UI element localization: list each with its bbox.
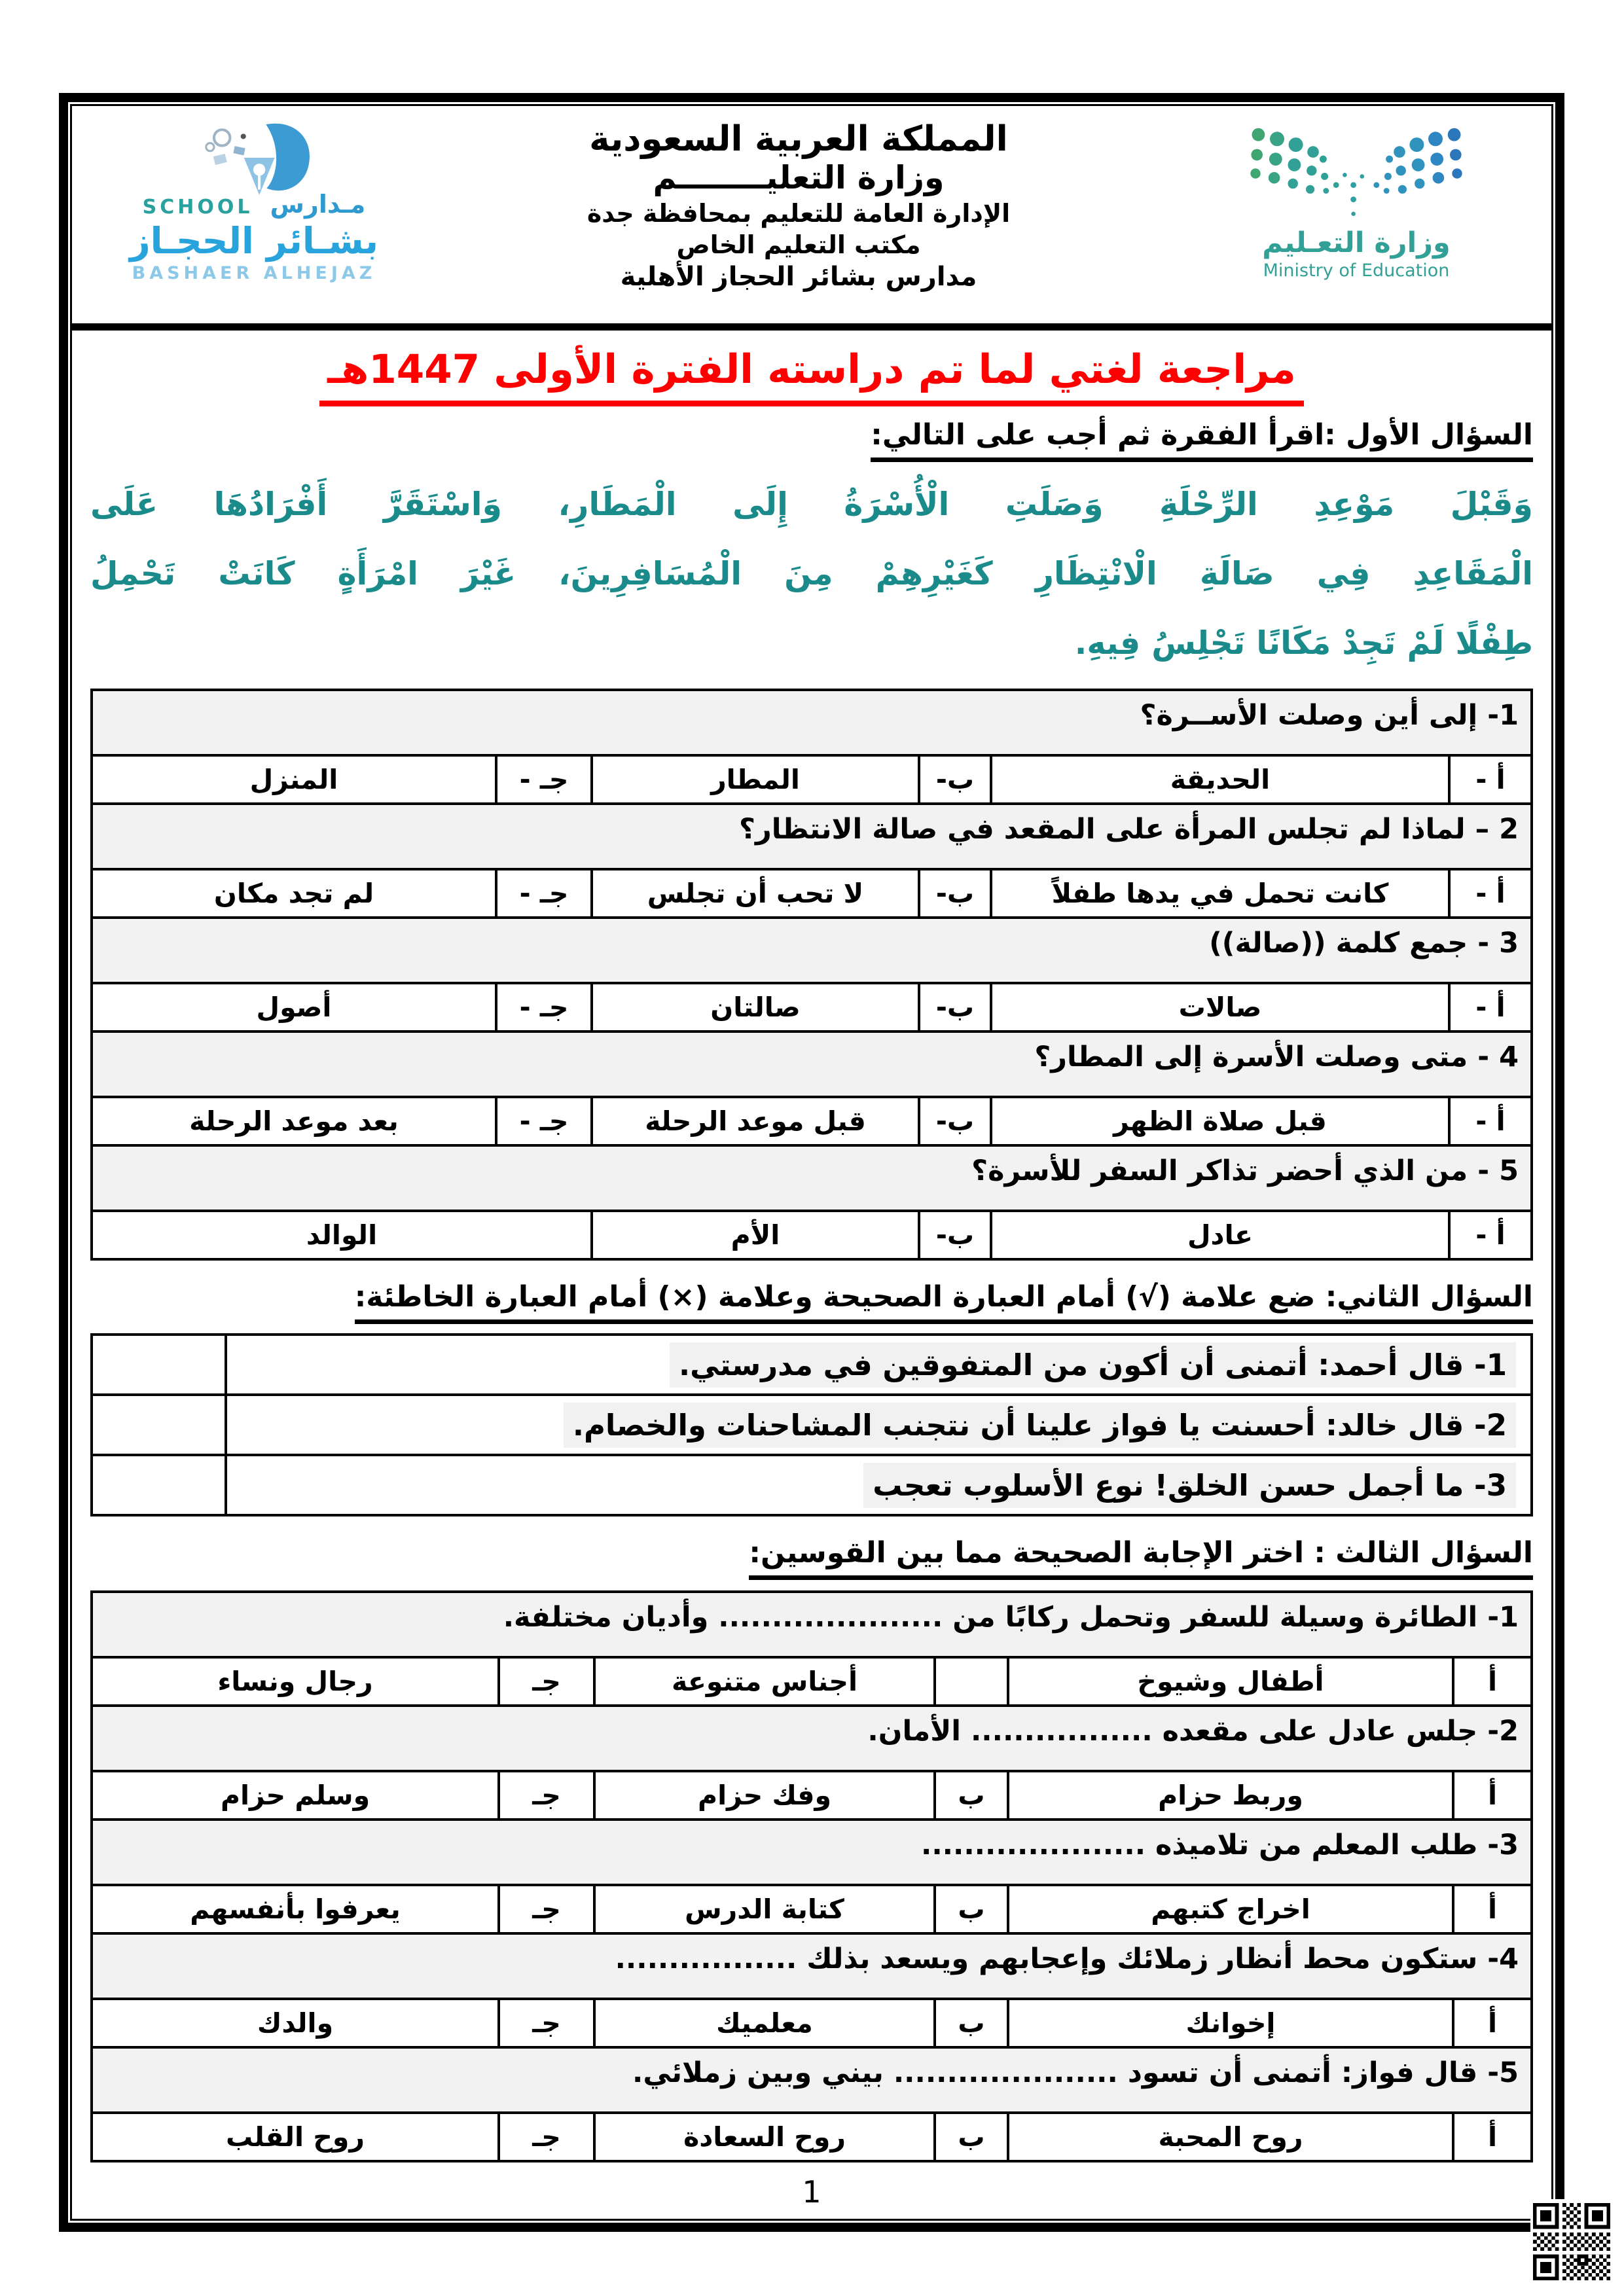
page-header: [90, 118, 1533, 315]
school-logo: [90, 118, 418, 283]
option-text[interactable]: أطفال وشيوخ: [1008, 1657, 1453, 1706]
option-text[interactable]: والدك: [92, 1999, 499, 2047]
option-label: جـ -: [496, 869, 592, 918]
option-text[interactable]: قبل موعد الرحلة: [592, 1097, 919, 1145]
section1-questions-table: [90, 689, 1533, 1261]
school-logo-icon: [179, 120, 329, 199]
option-label: ب-: [919, 983, 991, 1031]
education-directorate: الإدارة العامة للتعليم بمحافظة جدة: [586, 199, 1011, 228]
option-text[interactable]: اخراج كتبهم: [1008, 1885, 1453, 1933]
answer-box[interactable]: [92, 1395, 226, 1455]
option-text[interactable]: الوالد: [92, 1211, 592, 1259]
question-text: 1- الطائرة وسيلة للسفر وتحمل ركابًا من ..................... وأديان مختلفة.: [92, 1592, 1532, 1657]
statement-text: 1- قال أحمد: أتمنى أن أكون من المتفوقين في مدرستي.: [670, 1342, 1516, 1388]
question-text: 4 - متى وصلت الأسرة إلى المطار؟: [92, 1031, 1532, 1097]
passage-line-1: وَقَبْلَ مَوْعِدِ الرِّحْلَةِ وَصَلَتِ الْأُسْرَةُ إِلَى الْمَطَارِ، وَاسْتَقَرَّ أَفْرَادُهَا عَلَى: [90, 486, 1533, 523]
statement-text: 2- قال خالد: أحسنت يا فواز علينا أن نتجنب المشاحنات والخصام.: [564, 1403, 1516, 1448]
option-label: ب-: [919, 1097, 991, 1145]
section3-heading: السؤال الثالث : اختر الإجابة الصحيحة مما بين القوسين:: [749, 1536, 1533, 1580]
header-divider: [72, 323, 1551, 331]
option-text[interactable]: لا تحب أن تجلس: [592, 869, 919, 918]
option-text[interactable]: قبل صلاة الظهر: [991, 1097, 1449, 1145]
option-text[interactable]: وسلم حزام: [92, 1771, 499, 1820]
moe-logo: [1180, 118, 1533, 281]
question-text: 5 - من الذي أحضر تذاكر السفر للأسرة؟: [92, 1145, 1532, 1211]
option-text[interactable]: صالتان: [592, 983, 919, 1031]
private-education-office: مكتب التعليم الخاص: [676, 230, 921, 259]
passage-line-3: طِفْلًا لَمْ تَجِدْ مَكَانًا تَجْلِسُ فِيهِ.: [1074, 624, 1533, 662]
school-madaris-label: مـدارس: [270, 190, 366, 219]
option-text[interactable]: لم تجد مكان: [92, 869, 496, 918]
school-name-arabic: بشـائر الحجـاز: [130, 220, 378, 262]
school-name-line: مدارس بشائر الحجاز الأهلية: [620, 262, 977, 292]
option-text[interactable]: أجناس متنوعة: [594, 1657, 935, 1706]
option-text[interactable]: بعد موعد الرحلة: [92, 1097, 496, 1145]
section3-questions-table: [90, 1590, 1533, 2162]
option-text[interactable]: كتابة الدرس: [594, 1885, 935, 1933]
option-text[interactable]: روح المحبة: [1008, 2113, 1453, 2161]
school-name-english: BASHAER ALHEJAZ: [132, 263, 376, 283]
kingdom-name: المملكة العربية السعودية: [589, 119, 1008, 159]
statement-text: 3- ما أجمل حسن الخلق! نوع الأسلوب تعجب: [863, 1463, 1516, 1508]
question-text: 3- طلب المعلم من تلاميذه .....................: [92, 1820, 1532, 1885]
section2-statements-table: [90, 1333, 1533, 1516]
passage-line-2: الْمَقَاعِدِ فِي صَالَةِ الْانْتِظَارِ كَغَيْرِهِمْ مِنَ الْمُسَافِرِينَ، غَيْرَ امْرَأَةٍ كَانَتْ تَحْمِلُ: [90, 555, 1533, 592]
section1-heading: السؤال الأول :اقرأ الفقرة ثم أجب على التالي:: [871, 418, 1533, 462]
option-label: ب: [935, 1771, 1008, 1820]
option-label: جـ: [499, 1657, 594, 1706]
option-text[interactable]: معلميك: [594, 1999, 935, 2047]
option-label: جـ: [499, 1885, 594, 1933]
question-text: 2- جلس عادل على مقعده ................. الأمان.: [92, 1706, 1532, 1771]
option-label: جـ: [499, 1999, 594, 2047]
option-label: أ: [1453, 1771, 1532, 1820]
option-label: جـ: [499, 1771, 594, 1820]
moe-dots-icon: [1248, 124, 1464, 221]
option-label: جـ -: [496, 755, 592, 804]
option-label: أ -: [1449, 869, 1532, 918]
option-text[interactable]: إخوانك: [1008, 1999, 1453, 2047]
option-label: جـ: [499, 2113, 594, 2161]
option-text[interactable]: وفك حزام: [594, 1771, 935, 1820]
question-text: 2 – لماذا لم تجلس المرأة على المقعد في صالة الانتظار؟: [92, 804, 1532, 869]
option-label: ب: [935, 2113, 1008, 2161]
page-number: 1: [802, 2174, 821, 2210]
option-text[interactable]: روح القلب: [92, 2113, 499, 2161]
option-text[interactable]: عادل: [991, 1211, 1449, 1259]
qr-code: [1530, 2199, 1613, 2284]
option-text[interactable]: المطار: [592, 755, 919, 804]
option-label: أ: [1453, 1885, 1532, 1933]
moe-name-arabic: وزارة التعـليم: [1262, 226, 1451, 259]
ministry-name: وزارة التعليــــــــم: [653, 159, 945, 196]
option-label: [935, 1657, 1008, 1706]
option-text[interactable]: صالات: [991, 983, 1449, 1031]
option-text[interactable]: الحديقة: [991, 755, 1449, 804]
option-label: ب-: [919, 1211, 991, 1259]
option-text[interactable]: المنزل: [92, 755, 496, 804]
option-text[interactable]: رجال ونساء: [92, 1657, 499, 1706]
option-label: أ -: [1449, 755, 1532, 804]
page-border: [59, 93, 1564, 2232]
section2-heading: السؤال الثاني: ضع علامة (√) أمام العبارة الصحيحة وعلامة (×) أمام العبارة الخاطئة:: [355, 1280, 1533, 1324]
option-label: أ: [1453, 1999, 1532, 2047]
ministry-header-text: [418, 118, 1180, 292]
option-text[interactable]: أصول: [92, 983, 496, 1031]
school-en-label: SCHOOL: [142, 196, 253, 219]
option-label: ب: [935, 1999, 1008, 2047]
option-text[interactable]: وربط حزام: [1008, 1771, 1453, 1820]
question-text: 1- إلى أين وصلت الأســرة؟: [92, 690, 1532, 755]
option-label: أ: [1453, 1657, 1532, 1706]
option-label: ب: [935, 1885, 1008, 1933]
question-text: 3 - جمع كلمة ((صالة)): [92, 918, 1532, 983]
question-text: 4- ستكون محط أنظار زملائك وإعجابهم ويسعد بذلك .................: [92, 1933, 1532, 1999]
page-title: مراجعة لغتي لما تم دراسته الفترة الأولى 1447هـ: [319, 346, 1304, 406]
option-label: ب-: [919, 755, 991, 804]
option-text[interactable]: روح السعادة: [594, 2113, 935, 2161]
question-text: 5- قال فواز: أتمنى أن تسود ..................... بيني وبين زملائي.: [92, 2047, 1532, 2113]
option-text[interactable]: كانت تحمل في يدها طفلاً: [991, 869, 1449, 918]
option-label: ب-: [919, 869, 991, 918]
reading-passage: [90, 470, 1533, 678]
option-label: أ -: [1449, 983, 1532, 1031]
option-label: أ -: [1449, 1211, 1532, 1259]
option-text[interactable]: يعرفوا بأنفسهم: [92, 1885, 499, 1933]
option-label: أ: [1453, 2113, 1532, 2161]
option-label: جـ -: [496, 983, 592, 1031]
answer-box[interactable]: [92, 1455, 226, 1515]
option-label: جـ -: [496, 1097, 592, 1145]
option-label: أ -: [1449, 1097, 1532, 1145]
answer-box[interactable]: [92, 1335, 226, 1395]
moe-name-english: Ministry of Education: [1263, 260, 1450, 281]
page-content: [70, 104, 1553, 2221]
option-text[interactable]: الأم: [592, 1211, 919, 1259]
